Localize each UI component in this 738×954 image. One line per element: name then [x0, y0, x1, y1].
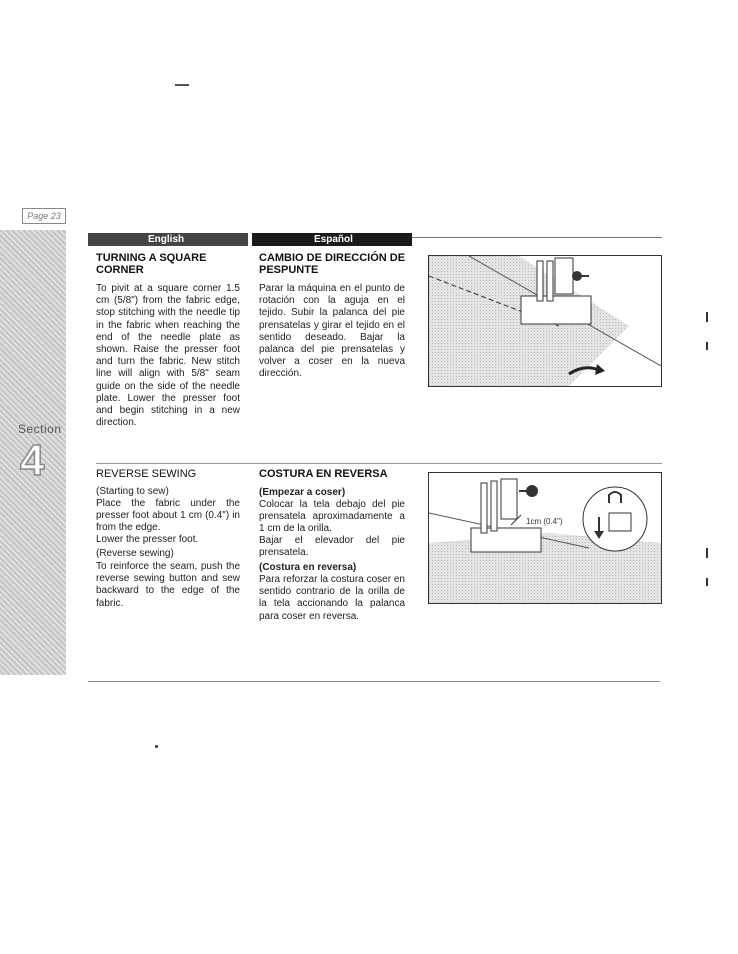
square-corner-illustration — [428, 255, 662, 387]
section-number: 4 — [20, 436, 45, 485]
reverse-sewing-title-es: COSTURA EN REVERSA — [259, 468, 388, 480]
reverse-sewing-sub1-es: (Empezar a coser) — [259, 487, 346, 498]
reverse-sewing-body1b-es: Bajar el elevador del pie prensatela. — [259, 535, 405, 559]
seam-distance-label: 1cm (0.4") — [526, 517, 563, 526]
bottom-rule — [88, 681, 660, 682]
scan-mark — [706, 578, 708, 586]
scan-dash — [175, 84, 189, 86]
reverse-sewing-sub2-en: (Reverse sewing) — [96, 548, 174, 559]
espanol-header-label: Español — [314, 234, 353, 245]
page-label: Page 23 — [22, 208, 66, 224]
reverse-sewing-sub1-en: (Starting to sew) — [96, 486, 169, 497]
espanol-header — [252, 233, 412, 246]
reverse-sewing-body1b-en: Lower the presser foot. — [96, 534, 199, 545]
scan-dot — [155, 745, 158, 748]
english-header-label: English — [148, 234, 185, 245]
section-divider — [96, 463, 662, 464]
reverse-sewing-body1-es: Colocar la tela debajo del pie prensatela aproximadamente a 1 cm de la orilla. — [259, 499, 405, 535]
square-corner-body-es: Parar la máquina en el punto de rotación con la aguja en el tejido. Subir la palanca del pie prensatelas y girar el tejido en el sentido deseado. Bajar la palanca del pie prensatelas y volver a coser en la nueva dirección. — [259, 283, 405, 380]
scan-mark — [706, 342, 708, 350]
reverse-sewing-title-en: REVERSE SEWING — [96, 468, 197, 480]
section-label: Section — [18, 422, 62, 436]
scan-mark — [706, 548, 708, 558]
square-corner-body-en: To pivit at a square corner 1.5 cm (5/8") from the fabric edge, stop stitching with the needle tip in the fabric when reaching the end of the needle plate as shown. Raise the presser foot and turn the fabric. New stitch line will align with 5/8" seam guide on the side of the needle plate. Lower the presser foot and begin stitching in a new direction. — [96, 283, 240, 429]
english-header — [88, 233, 248, 246]
scan-mark — [706, 312, 708, 322]
reverse-sewing-illustration — [428, 472, 662, 604]
reverse-sewing-body2-en: To reinforce the seam, push the reverse sewing button and sew backward to the edge of the fabric. — [96, 561, 240, 609]
square-corner-title-en: TURNING A SQUARE CORNER — [96, 252, 207, 276]
reverse-sewing-body1-en: Place the fabric under the presser foot about 1 cm (0.4") in from the edge. — [96, 498, 240, 534]
header-rule — [412, 237, 662, 238]
reverse-sewing-body2-es: Para reforzar la costura coser en sentido contrario de la orilla de la tela accionando la palanca para coser en reversa. — [259, 574, 405, 622]
square-corner-title-es: CAMBIO DE DIRECCIÓN DE PESPUNTE — [259, 252, 406, 276]
reverse-sewing-sub2-es: (Costura en reversa) — [259, 562, 357, 573]
